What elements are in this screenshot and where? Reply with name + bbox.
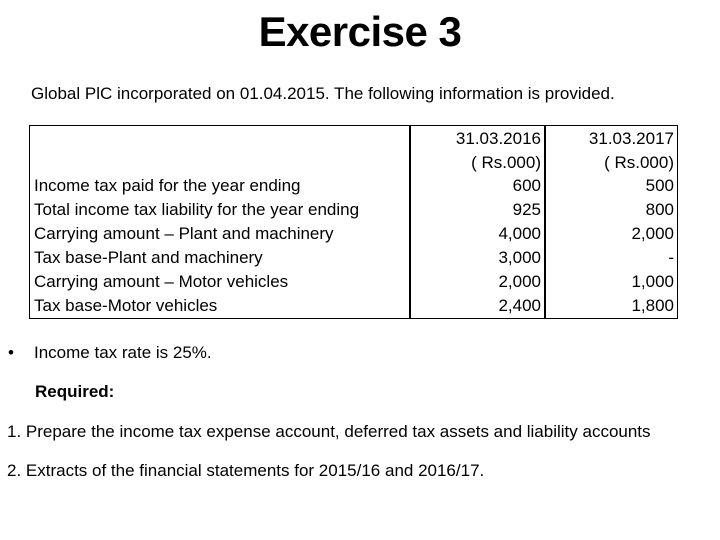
- value-2017: -: [668, 248, 674, 267]
- table-row: [29, 270, 678, 294]
- row-label: Total income tax liability for the year ending: [34, 200, 360, 219]
- column-unit-2017: ( Rs.000): [604, 153, 674, 172]
- table-row: [29, 198, 678, 222]
- value-2016: 2,400: [498, 296, 541, 315]
- row-label: Carrying amount – Plant and machinery: [34, 224, 334, 243]
- value-2016: 3,000: [498, 248, 541, 267]
- value-2017: 1,000: [631, 272, 674, 291]
- value-2017: 2,000: [631, 224, 674, 243]
- column-date-2017: 31.03.2017: [588, 129, 674, 148]
- table-row: [29, 174, 678, 198]
- page-title: Exercise 3: [258, 8, 462, 55]
- instruction-2: 2. Extracts of the financial statements for 2015/16 and 2016/17.: [7, 461, 485, 480]
- required-heading: Required:: [35, 382, 115, 401]
- tax-rate-text: Income tax rate is 25%.: [34, 343, 212, 362]
- row-label: Tax base-Motor vehicles: [34, 296, 218, 315]
- value-2016: 600: [512, 176, 541, 195]
- bullet-icon: •: [8, 343, 14, 362]
- table-row: [29, 294, 678, 318]
- column-date-2016: 31.03.2016: [455, 129, 541, 148]
- value-2016: 925: [512, 200, 541, 219]
- column-unit-2016: ( Rs.000): [471, 153, 541, 172]
- value-2017: 1,800: [631, 296, 674, 315]
- data-table: [29, 174, 678, 318]
- column-header-2016: [410, 127, 541, 175]
- value-2017: 800: [645, 200, 674, 219]
- tax-rate-bullet: [8, 343, 212, 363]
- value-2016: 2,000: [498, 272, 541, 291]
- intro-text: Global PlC incorporated on 01.04.2015. The following information is provided.: [31, 84, 615, 103]
- row-label: Income tax paid for the year ending: [34, 176, 301, 195]
- instruction-1: 1. Prepare the income tax expense account, deferred tax assets and liability accounts: [7, 422, 651, 441]
- value-2017: 500: [645, 176, 674, 195]
- row-label: Tax base-Plant and machinery: [34, 248, 263, 267]
- row-label: Carrying amount – Motor vehicles: [34, 272, 289, 291]
- value-2016: 4,000: [498, 224, 541, 243]
- column-header-2017: [545, 127, 674, 175]
- table-row: [29, 246, 678, 270]
- table-row: [29, 222, 678, 246]
